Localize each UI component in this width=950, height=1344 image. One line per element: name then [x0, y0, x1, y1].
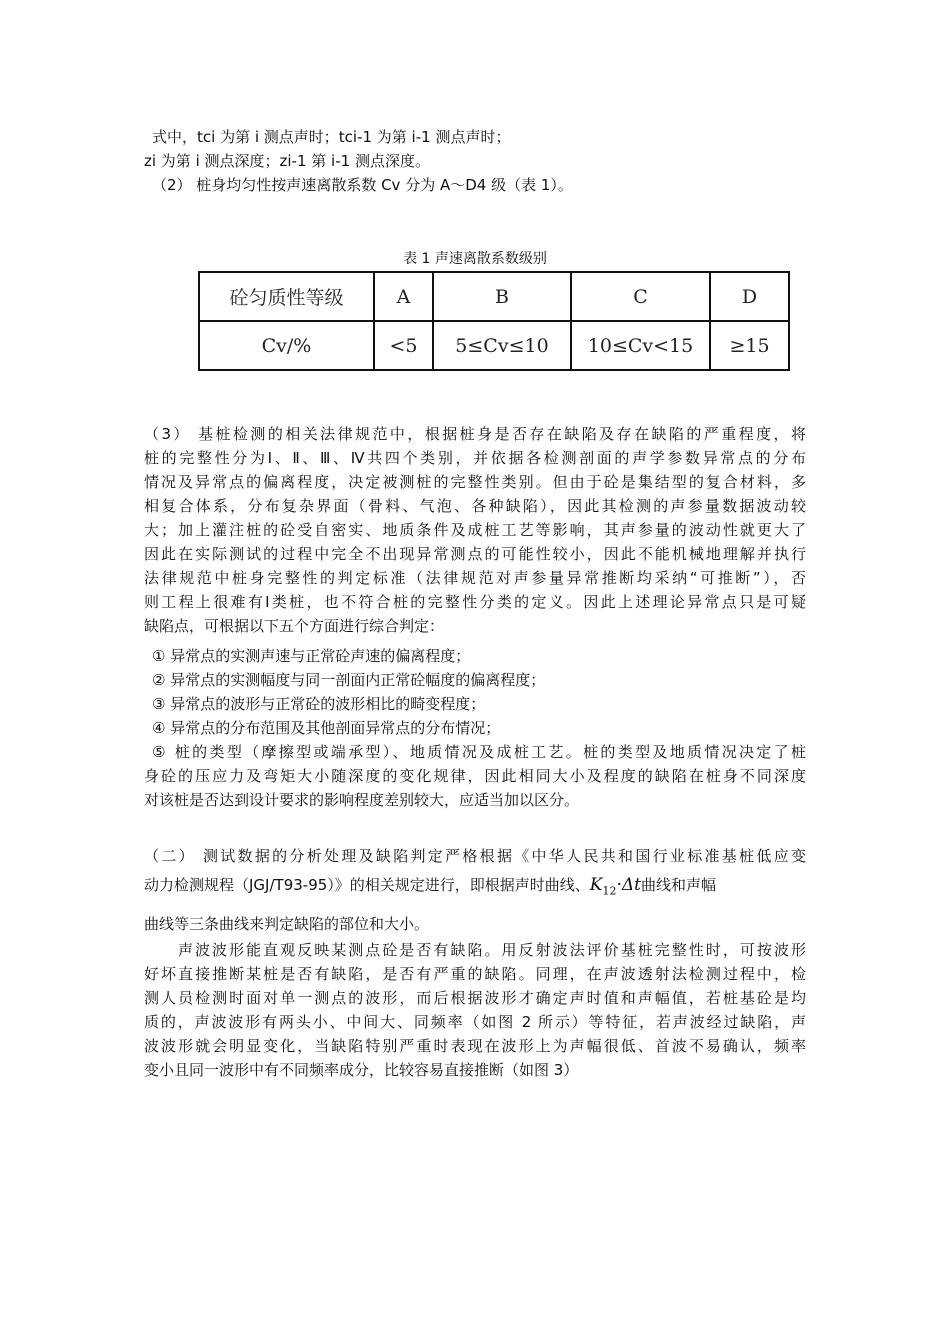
waveform-paragraph-line: 变小且同一波形中有不同频率成分，比较容易直接推断（如图 3） — [144, 1061, 579, 1079]
table-caption: 表 1 声速离散系数级别 — [403, 251, 547, 267]
formula-note-line-2: zi 为第 i 测点深度；zi-1 第 i-1 测点深度。 — [144, 152, 430, 170]
section3-line: 情况及异常点的偏离程度，决定被测桩的完整性类别。但由于砼是集结型的复合材料，多 — [144, 473, 806, 491]
table-header-cell: B — [433, 272, 571, 321]
waveform-paragraph-line: 声波波形能直观反映某测点砼是否有缺陷。用反射波法评价基桩完整性时，可按波形 — [178, 941, 806, 959]
waveform-paragraph-line: 质的，声波波形有两头小、中间大、同频率（如图 2 所示）等特征，若声波经过缺陷，声 — [144, 1013, 806, 1031]
criteria-item: ③ 异常点的波形与正常砼的波形相比的畸变程度； — [152, 695, 486, 713]
table-header-cell: D — [710, 272, 789, 321]
table-cell: 5≤Cv≤10 — [433, 321, 571, 370]
section3-line: 因此在实际测试的过程中完全不出现异常测点的可能性较小，因此不能机械地理解并执行 — [144, 545, 806, 563]
section3-line: 则工程上很难有Ⅰ类桩，也不符合桩的完整性分类的定义。因此上述理论异常点只是可疑 — [144, 593, 806, 611]
table-header-cell: 砼匀质性等级 — [199, 272, 374, 321]
section3-line: 法律规范中桩身完整性的判定标准（法律规范对声参量异常推断均采纳“可推断”），否 — [144, 569, 806, 587]
criteria-item: ⑤ 桩的类型（摩擦型或端承型）、地质情况及成桩工艺。桩的类型及地质情况决定了桩 — [152, 743, 806, 761]
criteria-item: ② 异常点的实测幅度与同一剖面内正常砼幅度的偏离程度； — [152, 671, 546, 689]
criteria-continuation: 对该桩是否达到设计要求的影响程度差别较大，应适当加以区分。 — [144, 791, 580, 809]
table-cell: <5 — [374, 321, 433, 370]
table-cell: ≥15 — [710, 321, 789, 370]
section3-line: （3） 基桩检测的相关法律规范中，根据桩身是否存在缺陷及存在缺陷的严重程度，将 — [144, 425, 806, 443]
criteria-item: ① 异常点的实测声速与正常砼声速的偏离程度； — [152, 647, 471, 665]
waveform-paragraph-line: 好坏直接推断某桩是否有缺陷，是否有严重的缺陷。同理，在声波透射法检测过程中，检 — [144, 965, 806, 983]
table-header-cell: C — [571, 272, 710, 321]
table-header-row — [199, 272, 789, 321]
section2-text: 动力检测规程（JGJ/T93-95）》的相关规定进行，即根据声时曲线、 — [144, 876, 590, 894]
section2-line: （二） 测试数据的分析处理及缺陷判定严格根据《中华人民共和国行业标准基桩低应变 — [144, 847, 806, 865]
table-header-cell: A — [374, 272, 433, 321]
waveform-paragraph-line: 测人员检测时面对单一测点的波形，而后根据波形才确定声时值和声幅值，若桩基砼是均 — [144, 989, 806, 1007]
criteria-continuation: 身砼的压应力及弯矩大小随深度的变化规律，因此相同大小及程度的缺陷在桩身不同深度 — [144, 767, 806, 785]
formula-note-line-1: 式中，tci 为第 i 测点声时；tci-1 为第 i-1 测点声时； — [152, 128, 511, 146]
section3-line: 缺陷点，可根据以下五个方面进行综合判定： — [144, 617, 445, 635]
section2-line-with-formula — [144, 875, 806, 901]
section2-text: 曲线和声幅 — [641, 876, 717, 894]
section2-line: 曲线等三条曲线来判定缺陷的部位和大小。 — [144, 915, 430, 933]
section3-line: 桩的完整性分为Ⅰ、Ⅱ、Ⅲ、Ⅳ共四个类别，并依据各检测剖面的声学参数异常点的分布 — [144, 449, 806, 467]
table-row — [199, 321, 789, 370]
section3-line: 相复合体系，分布复杂界面（骨料、气泡、各种缺陷），因此其检测的声参量数据波动较 — [144, 497, 806, 515]
criteria-item: ④ 异常点的分布范围及其他剖面异常点的分布情况； — [152, 719, 501, 737]
k12-dt-formula: $K_{12}\cdot\Delta t$ — [589, 875, 641, 898]
paragraph-2-line: （2） 桩身均匀性按声速离散系数 Cv 分为 A～D4 级（表 1）。 — [152, 176, 573, 194]
table-cell: 10≤Cv<15 — [571, 321, 710, 370]
table-cell: Cv/% — [199, 321, 374, 370]
section3-line: 大；加上灌注桩的砼受自密实、地质条件及成桩工艺等影响，其声参量的波动性就更大了 — [144, 521, 806, 539]
waveform-paragraph-line: 波波形就会明显变化，当缺陷特别严重时表现在波形上为声幅很低、首波不易确认，频率 — [144, 1037, 806, 1055]
velocity-dispersion-table — [198, 271, 790, 371]
